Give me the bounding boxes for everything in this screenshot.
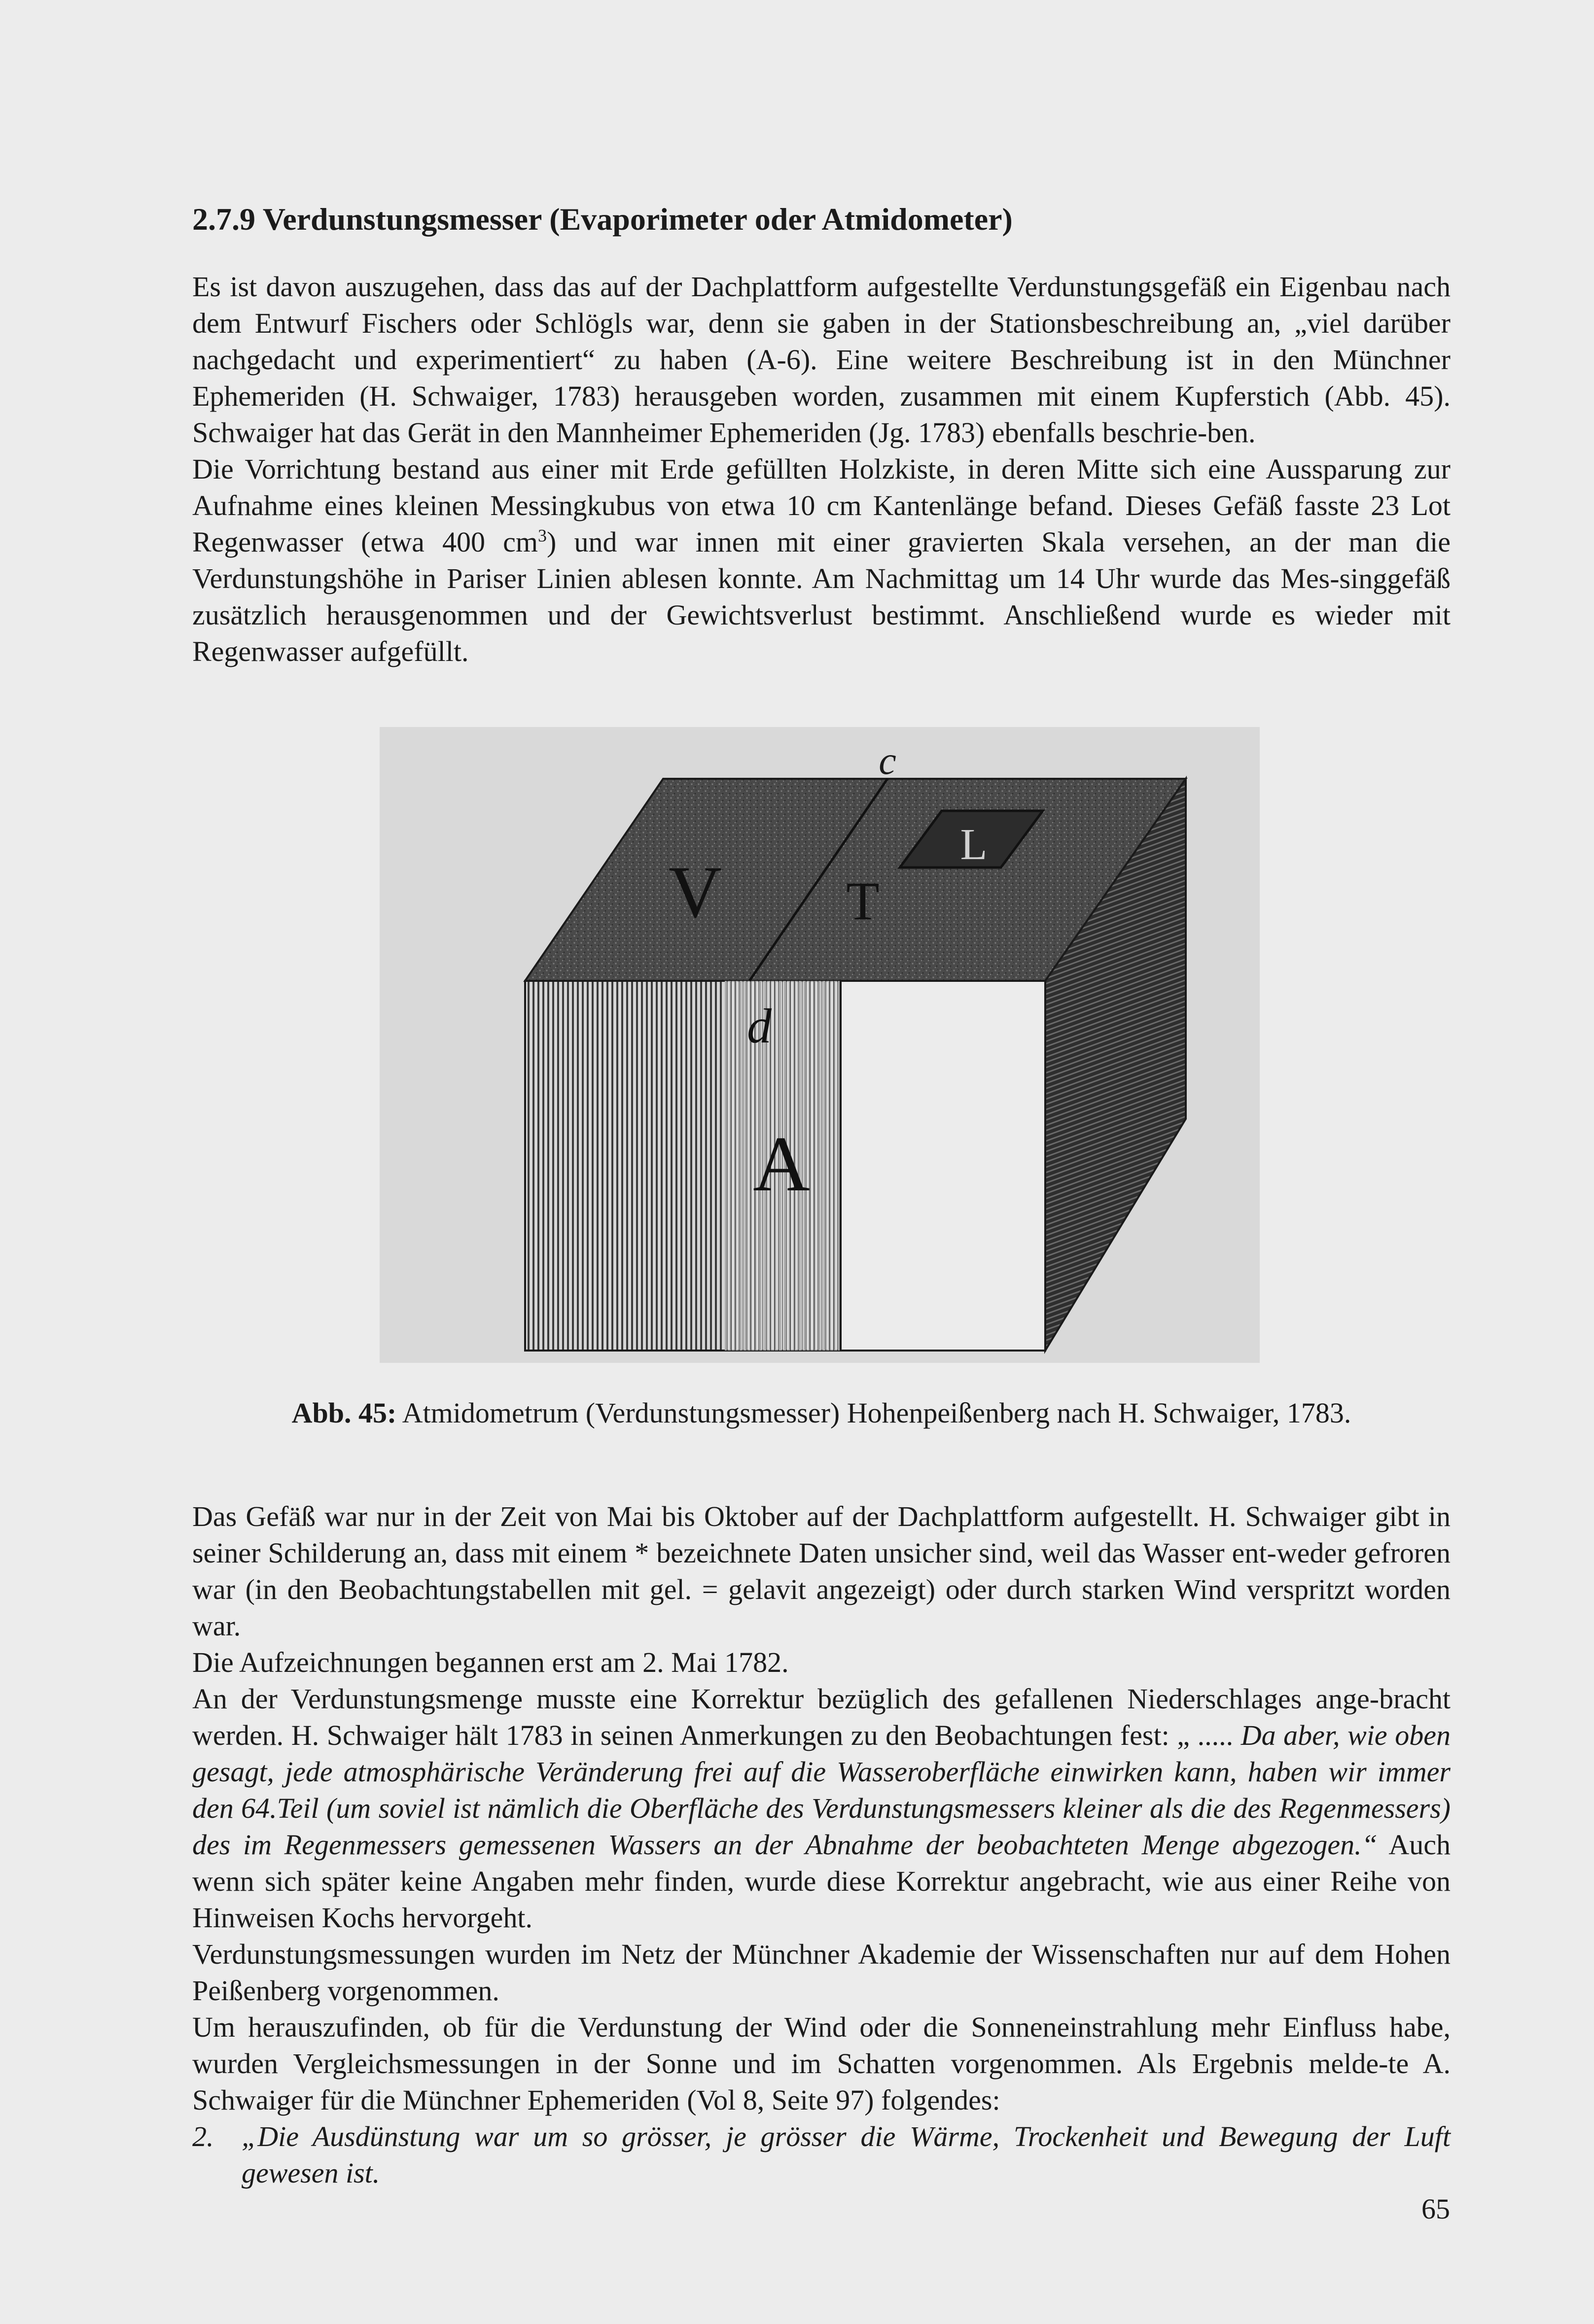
label-c: c [879, 739, 896, 783]
label-a: A [753, 1120, 810, 1208]
paragraph-6: Verdunstungsmessungen wurden im Netz der Münchner Akademie der Wissenschaften nur auf dem Hohen Peißenberg vorgenommen. [192, 1938, 1451, 2007]
paragraph-5-part-b: Auch wenn sich später keine Angaben mehr finden, wurde diese Korrektur angebracht, wie aus einer Reihe von Hinweisen Kochs hervorgeht. [192, 1829, 1451, 1934]
paragraph-4: Die Aufzeichnungen begannen erst am 2. Mai 1782. [192, 1646, 789, 1678]
figure-caption [192, 1395, 1451, 1431]
list-item [192, 2118, 1451, 2191]
paragraph-5-part-a: An der Verdunstungsmenge musste eine Korrektur bezüglich des gefallenen Niederschlages ange-bracht werden. H. Schwaiger hält 1783 in seinen Anmerkungen zu den Beobachtungen fest: „ ..... [192, 1683, 1451, 1751]
label-d: d [747, 999, 772, 1053]
paragraph-2-part-a: Die Vorrichtung bestand aus einer mit Erde gefüllten Holzkiste, in deren Mitte sich eine Aussparung zur Aufnahme eines kleinen Messingkubus von etwa 10 cm Kantenlänge befand. Dieses Gefäß fasste 23 Lot Regenwasser (etwa 400 cm [192, 453, 1451, 558]
list-item-text: „Die Ausdünstung war um so grösser, je grösser die Wärme, Trockenheit und Bewegung der Luft gewesen ist. [242, 2120, 1451, 2189]
label-t: T [846, 871, 880, 931]
text-block-lower [192, 1498, 1451, 2191]
caption-label: Abb. 45: [291, 1397, 397, 1429]
box-front-blank [841, 981, 1045, 1351]
superscript-3: 3 [538, 525, 547, 546]
caption-text: Atmidometrum (Verdunstungsmesser) Hohenpeißenberg nach H. Schwaiger, 1783. [396, 1397, 1351, 1429]
label-l: L [960, 820, 988, 869]
paragraph-2-part-b: ) und war innen mit einer gravierten Skala versehen, an der man die Verdunstungshöhe in Pariser Linien ablesen konnte. Am Nachmittag um 14 Uhr wurde das Mes-singgefäß zusätzlich herausgenommen und der Gewichtsverlust bestimmt. Anschließend wurde es wieder mit Regenwasser aufgefüllt. [192, 526, 1451, 667]
paragraph-3: Das Gefäß war nur in der Zeit von Mai bis Oktober auf der Dachplattform aufgestellt. H. Schwaiger gibt in seiner Schilderung an, dass mit einem * bezeichnete Daten unsicher sind, weil das Wasser ent-weder gefroren war (in den Beobachtungstabellen mit gel. = gelavit angezeigt) oder durch starken Wind verspritzt worden war. [192, 1500, 1451, 1642]
section-heading: 2.7.9 Verdunstungsmesser (Evaporimeter oder Atmidometer) [192, 202, 1013, 237]
paragraph-1: Es ist davon auszugehen, dass das auf der Dachplattform aufgestellte Verdunstungsgefäß ein Eigenbau nach dem Entwurf Fischers oder Schlögls war, denn sie gaben in der Stationsbeschreibung an, „viel darüber nachgedacht und experimentiert“ zu haben (A-6). Eine weitere Beschreibung ist in den Münchner Ephemeriden (H. Schwaiger, 1783) herausgeben worden, zusammen mit einem Kupferstich (Abb. 45). Schwaiger hat das Gerät in den Mannheimer Ephemeriden (Jg. 1783) ebenfalls beschrie-ben. [192, 271, 1451, 449]
paragraph-7: Um herauszufinden, ob für die Verdunstung der Wind oder die Sonneneinstrahlung mehr Einfluss habe, wurden Vergleichsmessungen in der Sonne und im Schatten vorgenommen. Als Ergebnis melde-te A. Schwaiger für die Münchner Ephemeriden (Vol 8, Seite 97) folgendes: [192, 2011, 1451, 2116]
quotation-italic: Da aber, wie oben gesagt, jede atmosphärische Veränderung frei auf die Wasseroberfläche einwirken kann, haben wir immer den 64.Teil (um soviel ist nämlich die Oberfläche des Verdunstungsmessers kleiner als die des Regenmessers) des im Regenmessers gemessenen Wassers an der Abnahme der beobachteten Menge abgezogen.“ [192, 1719, 1451, 1861]
paragraph-5 [192, 1681, 1451, 1936]
atmidometer-illustration [380, 727, 1260, 1363]
text-block-upper [192, 269, 1451, 670]
figure-engraving [380, 727, 1260, 1363]
page-number: 65 [1421, 2193, 1450, 2225]
list-item-number: 2. [192, 2120, 214, 2152]
label-v: V [668, 851, 722, 933]
paragraph-2 [192, 451, 1451, 670]
